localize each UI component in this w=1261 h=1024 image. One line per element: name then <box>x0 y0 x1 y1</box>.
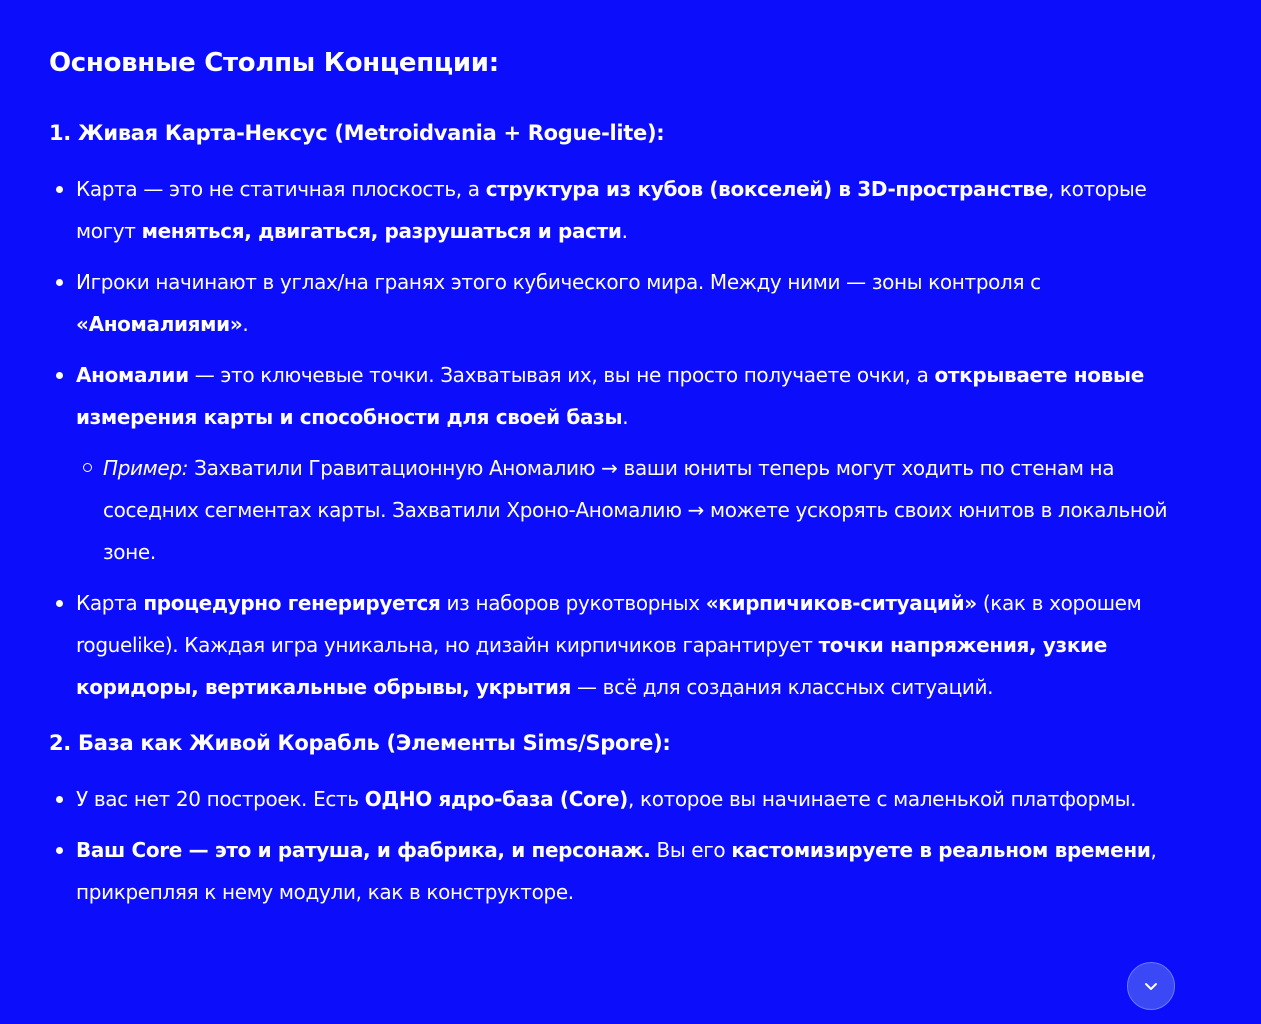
bullet-icon <box>56 847 63 854</box>
list-item: Ваш Core — это и ратуша, и фабрика, и персонаж. Вы его кастомизируете в реальном времени, прикрепляя к нему модули, как в конструкторе. <box>76 829 1199 913</box>
section-1-list <box>49 168 1199 708</box>
page-title: Основные Столпы Концепции: <box>49 48 499 78</box>
bullet-icon <box>56 186 63 193</box>
bullet-icon <box>56 796 63 803</box>
sub-list-item: Пример: Захватили Гравитационную Аномалию → ваши юниты теперь могут ходить по стенам на соседних сегментах карты. Захватили Хроно-Аномалию → можете ускорять своих юнитов в локальной зоне. <box>103 447 1199 573</box>
chevron-down-icon <box>1142 977 1160 995</box>
bullet-icon <box>56 600 63 607</box>
section-2-heading: 2. База как Живой Корабль (Элементы Sims/Spore): <box>49 731 671 755</box>
bullet-icon <box>56 279 63 286</box>
circle-bullet-icon <box>83 463 92 472</box>
list-item: Карта — это не статичная плоскость, а структура из кубов (вокселей) в 3D-пространстве, которые могут меняться, двигаться, разрушаться и расти. <box>76 168 1199 252</box>
section-1-heading: 1. Живая Карта-Нексус (Metroidvania + Rogue-lite): <box>49 121 665 145</box>
scroll-to-bottom-button[interactable] <box>1127 962 1175 1010</box>
list-item: Карта процедурно генерируется из наборов рукотворных «кирпичиков-ситуаций» (как в хорошем roguelike). Каждая игра уникальна, но дизайн кирпичиков гарантирует точки напряжения, узкие коридоры, вертикальные обрывы, укрытия — всё для создания классных ситуаций. <box>76 582 1199 708</box>
message-content <box>49 40 1199 922</box>
list-item: У вас нет 20 построек. Есть ОДНО ядро-база (Core), которое вы начинаете с маленькой платформы. <box>76 778 1199 820</box>
list-item: Аномалии — это ключевые точки. Захватывая их, вы не просто получаете очки, а открываете новые измерения карты и способности для своей базы. Пример: Захватили Гравитационную Аномалию → ваши юниты теперь могут ходить по стенам на соседних сегментах карты. Захватили Хроно-Аномалию → можете ускорять своих юнитов в локальной зоне. <box>76 354 1199 573</box>
bullet-icon <box>56 372 63 379</box>
section-2-list <box>49 778 1199 913</box>
sub-list <box>76 447 1199 573</box>
list-item: Игроки начинают в углах/на гранях этого кубического мира. Между ними — зоны контроля с «Аномалиями». <box>76 261 1199 345</box>
